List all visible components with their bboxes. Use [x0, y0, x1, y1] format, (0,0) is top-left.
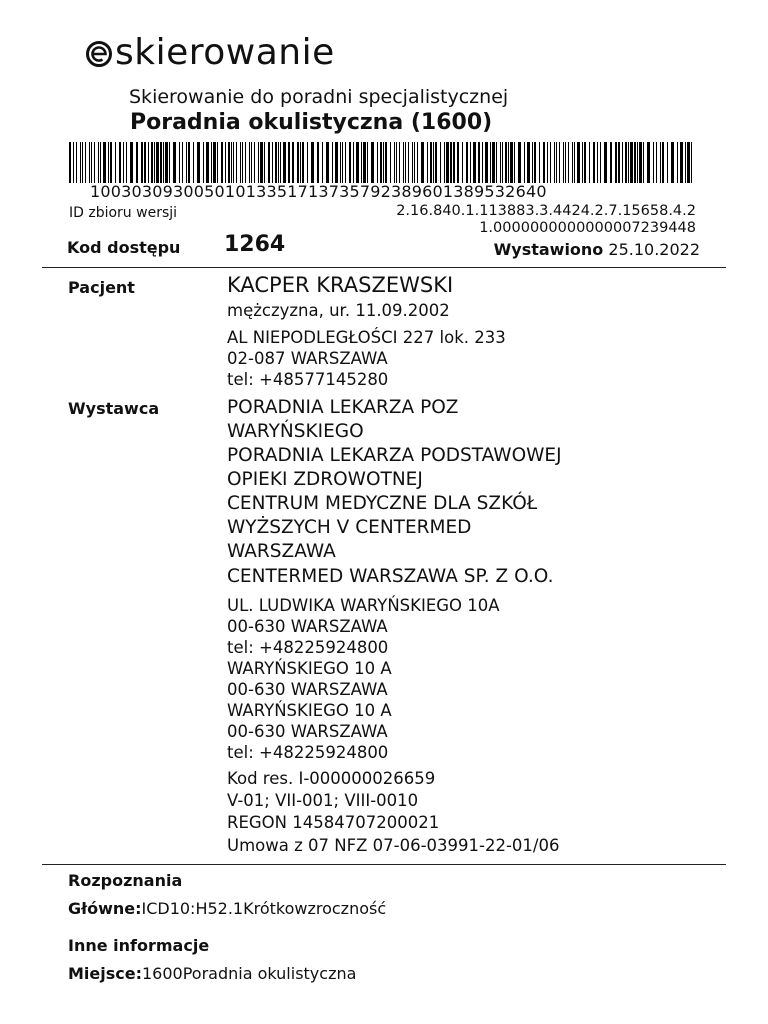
barcode-bar: [656, 142, 657, 183]
barcode-bar: [380, 142, 382, 183]
barcode-bar: [532, 142, 533, 183]
divider-bottom: [42, 864, 726, 865]
access-code-value: 1264: [224, 232, 286, 257]
barcode-bar: [268, 142, 270, 183]
barcode-bar: [662, 142, 664, 183]
barcode-bar: [103, 142, 106, 183]
barcode-bar: [377, 142, 378, 183]
barcode-bar: [300, 142, 301, 183]
barcode-bar: [156, 142, 159, 183]
barcode-bar: [496, 142, 497, 183]
barcode-bar: [485, 142, 488, 183]
barcode-bar: [568, 142, 569, 183]
barcode-bar: [584, 142, 586, 183]
version-id-label: ID zbioru wersji: [69, 205, 178, 221]
barcode-bar: [123, 142, 124, 183]
barcode-bar: [625, 142, 627, 183]
barcode-bar: [647, 142, 650, 183]
place: [68, 964, 356, 983]
barcode-bar: [240, 142, 241, 183]
barcode-bar: [233, 142, 234, 183]
barcode-bar: [685, 142, 686, 183]
barcode-bar: [574, 142, 575, 183]
issuer-contact-line: WARYŃSKIEGO 10 A: [227, 659, 392, 678]
barcode-bar: [618, 142, 620, 183]
divider-top: [42, 267, 726, 268]
issuer-contact-line: 00-630 WARSZAWA: [227, 680, 388, 699]
barcode-bar: [435, 142, 437, 183]
issuer-contact-line: WARYŃSKIEGO 10 A: [227, 701, 392, 720]
barcode-bar: [141, 142, 143, 183]
barcode-bar: [550, 142, 551, 183]
barcode-bar: [385, 142, 387, 183]
barcode-bar: [231, 142, 232, 183]
barcode-bar: [236, 142, 237, 183]
e-at-sign-icon: [84, 38, 114, 68]
issuer-contact-line: tel: +48225924800: [227, 638, 389, 657]
barcode-bar: [188, 142, 190, 183]
barcode-bar: [307, 142, 308, 183]
patient-address-line1: AL NIEPODLEGŁOŚCI 227 lok. 233: [227, 328, 506, 347]
barcode-bar: [514, 142, 515, 183]
barcode-number: 10030309300501013351713735792389601389532640: [90, 182, 547, 201]
barcode-bar: [73, 142, 74, 183]
barcode-bar: [363, 142, 366, 183]
issuer-name-line: CENTERMED WARSZAWA SP. Z O.O.: [227, 566, 554, 587]
barcode-bar: [173, 142, 176, 183]
barcode-bar: [317, 142, 319, 183]
issuer-code-line: Kod res. I-000000026659: [227, 769, 436, 788]
barcode-bar: [91, 142, 92, 183]
barcode-bar: [554, 142, 555, 183]
barcode-bar: [260, 142, 263, 183]
barcode-bar: [361, 142, 362, 183]
barcode-bar: [221, 142, 223, 183]
issuer-name-line: WYŻSZYCH V CENTERMED: [227, 517, 472, 538]
patient-details: mężczyzna, ur. 11.09.2002: [227, 301, 450, 320]
barcode-bar: [457, 142, 459, 183]
barcode-bar: [340, 142, 341, 183]
barcode-bar: [353, 142, 354, 183]
barcode-bar: [126, 142, 127, 183]
barcode-bar: [446, 142, 449, 183]
barcode-bar: [539, 142, 540, 183]
barcode-bar: [288, 142, 290, 183]
issuer-code-line: V-01; VII-001; VIII-0010: [227, 791, 419, 810]
barcode-bar: [556, 142, 557, 183]
patient-address-line2: 02-087 WARSZAWA: [227, 349, 388, 368]
diagnosis-main: [68, 899, 386, 918]
document-subtitle: Skierowanie do poradni specjalistycznej: [129, 86, 509, 108]
barcode-bar: [421, 142, 424, 183]
issuer-code-line: REGON 14584707200021: [227, 813, 440, 832]
barcode-bar: [563, 142, 564, 183]
barcode-bar: [275, 142, 277, 183]
barcode-bar: [89, 142, 90, 183]
barcode-bar: [251, 142, 252, 183]
other-info-heading: Inne informacje: [68, 936, 210, 955]
barcode-bar: [169, 142, 170, 183]
barcode-bar: [110, 142, 112, 183]
barcode-bar: [630, 142, 633, 183]
barcode-bar: [478, 142, 480, 183]
barcode-bar: [80, 142, 81, 183]
barcode-bar: [534, 142, 536, 183]
issuer-name-line: OPIEKI ZDROWOTNEJ: [227, 469, 423, 490]
barcode-bar: [332, 142, 333, 183]
barcode-bar: [206, 142, 209, 183]
barcode-bar: [510, 142, 513, 183]
issuer-name-line: CENTRUM MEDYCZNE DLA SZKÓŁ: [227, 493, 538, 514]
barcode-bar: [148, 142, 149, 183]
barcode-bar: [643, 142, 644, 183]
barcode-bar: [572, 142, 573, 183]
barcode-bar: [637, 142, 638, 183]
barcode-bar: [462, 142, 463, 183]
barcode-bar: [100, 142, 101, 183]
barcode-bar: [597, 142, 598, 183]
barcode-bar: [634, 142, 636, 183]
barcode-bar: [179, 142, 180, 183]
barcode-bar: [492, 142, 495, 183]
barcode-bar: [399, 142, 400, 183]
issuer-code-line: Umowa z 07 NFZ 07-06-03991-22-01/06: [227, 836, 560, 855]
barcode-bar: [302, 142, 304, 183]
barcode-bar: [213, 142, 216, 183]
diagnosis-heading: Rozpoznania: [68, 871, 183, 890]
barcode-bar: [345, 142, 346, 183]
barcode-bar: [394, 142, 395, 183]
barcode-bar: [69, 142, 71, 183]
issuer-name-line: WARYŃSKIEGO: [227, 421, 364, 442]
barcode-bar: [297, 142, 299, 183]
barcode-bar: [280, 142, 281, 183]
issuer-contact-line: 00-630 WARSZAWA: [227, 617, 388, 636]
barcode-bar: [408, 142, 409, 183]
barcode-bar: [518, 142, 521, 183]
barcode-bar: [440, 142, 441, 183]
barcode-bar: [383, 142, 384, 183]
barcode-bar: [671, 142, 674, 183]
place-value: 1600Poradnia okulistyczna: [142, 964, 357, 983]
barcode-bar: [412, 142, 413, 183]
barcode-bar: [283, 142, 286, 183]
barcode-bar: [660, 142, 661, 183]
barcode-bar: [371, 142, 374, 183]
barcode-bar: [242, 142, 243, 183]
barcode-bar: [622, 142, 623, 183]
barcode-bar: [615, 142, 617, 183]
eskierowanie-logo: [84, 32, 335, 73]
barcode-bar: [272, 142, 273, 183]
barcode-bar: [254, 142, 255, 183]
barcode-bar: [677, 142, 678, 183]
barcode-bar: [543, 142, 545, 183]
barcode-bar: [108, 142, 109, 183]
barcode-bar: [403, 142, 404, 183]
barcode-bar: [85, 142, 86, 183]
barcode-bar: [245, 142, 246, 183]
patient-phone: tel: +48577145280: [227, 370, 389, 389]
barcode-bar: [130, 142, 133, 183]
barcode-bar: [193, 142, 194, 183]
version-oid-line1: 2.16.840.1.113883.3.4424.2.7.15658.4.2: [396, 203, 696, 219]
barcode-bar: [667, 142, 668, 183]
issuer-contact-line: tel: +48225924800: [227, 743, 389, 762]
logo-text: skierowanie: [115, 32, 335, 73]
barcode-bar: [76, 142, 77, 183]
place-label: Miejsce:: [68, 964, 142, 983]
barcode-bar: [453, 142, 455, 183]
issuer-contact-line: UL. LUDWIKA WARYŃSKIEGO 10A: [227, 596, 500, 615]
barcode-bar: [342, 142, 343, 183]
barcode-bar: [600, 142, 601, 183]
barcode-bar: [154, 142, 155, 183]
barcode-bar: [225, 142, 226, 183]
diagnosis-main-value: ICD10:H52.1Krótkowzroczność: [141, 899, 387, 918]
barcode-bar: [182, 142, 183, 183]
barcode-bar: [367, 142, 368, 183]
barcode-bar: [311, 142, 314, 183]
patient-name: KACPER KRASZEWSKI: [227, 273, 454, 297]
barcode-bar: [450, 142, 452, 183]
barcode-bar: [356, 142, 359, 183]
barcode-bar: [473, 142, 476, 183]
issued-label: Wystawiono: [493, 240, 604, 259]
barcode-bar: [203, 142, 204, 183]
barcode-bar: [414, 142, 415, 183]
barcode-bar: [500, 142, 501, 183]
barcode-bar: [217, 142, 218, 183]
barcode-bar: [197, 142, 200, 183]
barcode-bar: [466, 142, 468, 183]
barcode-bar: [687, 142, 690, 183]
barcode-bar: [98, 142, 99, 183]
barcode-bar: [430, 142, 432, 183]
issuer-name-line: PORADNIA LEKARZA PODSTAWOWEJ: [227, 445, 562, 466]
barcode-bar: [628, 142, 629, 183]
barcode-bar: [292, 142, 294, 183]
issuer-name-line: PORADNIA LEKARZA POZ: [227, 397, 459, 418]
clinic-title: Poradnia okulistyczna (1600): [130, 110, 493, 135]
barcode-bar: [82, 142, 83, 183]
barcode-bar: [136, 142, 138, 183]
barcode-bar: [508, 142, 509, 183]
barcode-bar: [322, 142, 323, 183]
barcode-bar: [405, 142, 406, 183]
barcode: [69, 142, 696, 183]
barcode-bar: [680, 142, 683, 183]
barcode-bar: [653, 142, 654, 183]
barcode-bar: [482, 142, 483, 183]
barcode-bar: [115, 142, 116, 183]
barcode-bar: [160, 142, 162, 183]
barcode-bar: [390, 142, 391, 183]
barcode-bar: [326, 142, 329, 183]
barcode-bar: [165, 142, 168, 183]
barcode-bar: [527, 142, 530, 183]
barcode-bar: [119, 142, 121, 183]
barcode-bar: [490, 142, 491, 183]
issued-date-value: 25.10.2022: [608, 240, 700, 259]
patient-label: Pacjent: [68, 278, 135, 297]
barcode-bar: [249, 142, 250, 183]
diagnosis-main-label: Główne:: [68, 899, 142, 918]
barcode-bar: [691, 142, 692, 183]
barcode-bar: [163, 142, 164, 183]
barcode-bar: [559, 142, 560, 183]
barcode-bar: [278, 142, 279, 183]
barcode-bar: [258, 142, 259, 183]
barcode-bar: [639, 142, 642, 183]
barcode-bar: [94, 142, 95, 183]
barcode-bar: [433, 142, 434, 183]
version-oid-line2: 1.0000000000000007239448: [479, 220, 696, 236]
barcode-bar: [470, 142, 471, 183]
barcode-bar: [228, 142, 230, 183]
barcode-bar: [211, 142, 212, 183]
barcode-bar: [524, 142, 525, 183]
barcode-bar: [444, 142, 445, 183]
issuer-label: Wystawca: [68, 399, 160, 418]
barcode-bar: [593, 142, 595, 183]
barcode-bar: [505, 142, 507, 183]
barcode-bar: [427, 142, 428, 183]
barcode-bar: [396, 142, 397, 183]
barcode-bar: [547, 142, 548, 183]
barcode-bar: [610, 142, 612, 183]
barcode-bar: [151, 142, 153, 183]
issuer-contact-line: 00-630 WARSZAWA: [227, 722, 388, 741]
barcode-bar: [186, 142, 187, 183]
barcode-bar: [604, 142, 607, 183]
barcode-bar: [502, 142, 503, 183]
barcode-bar: [565, 142, 566, 183]
barcode-bar: [335, 142, 338, 183]
barcode-bar: [577, 142, 580, 183]
barcode-bar: [349, 142, 351, 183]
barcode-bar: [264, 142, 265, 183]
access-code-label: Kod dostępu: [67, 238, 181, 257]
issuer-name-line: WARSZAWA: [227, 541, 336, 562]
issued-date: [494, 240, 700, 259]
barcode-bar: [582, 142, 583, 183]
barcode-bar: [589, 142, 590, 183]
barcode-bar: [417, 142, 418, 183]
barcode-bar: [144, 142, 146, 183]
